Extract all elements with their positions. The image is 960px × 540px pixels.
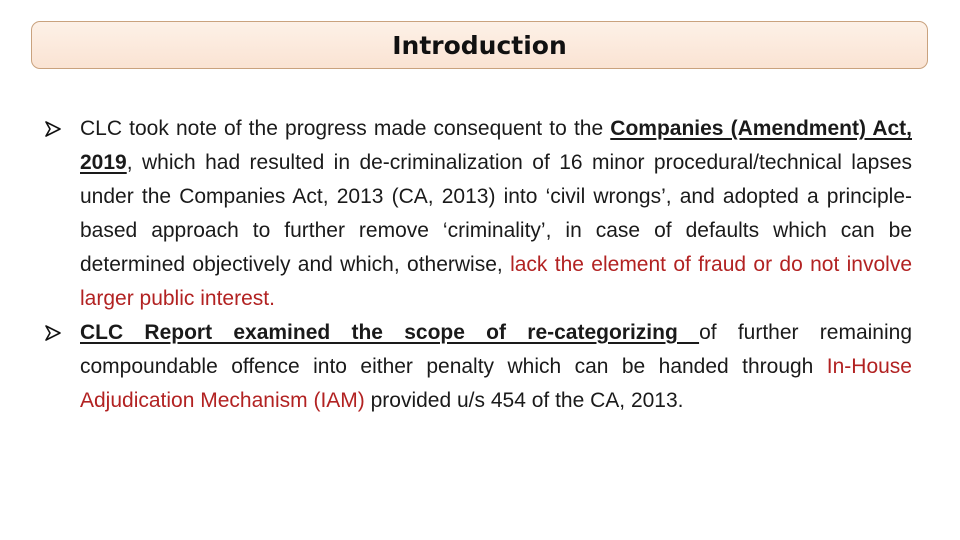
bullet-1-text-b: , which had resulted in de-criminalization of 16 minor procedural/technical lapses under the Companies Act, 2013 (CA, 2013) into ‘civil wrongs’, and adopted a principle-based approach to further remove ‘criminality’, in case of defaults which can be determined objectively and which, otherwise, bbox=[80, 151, 912, 276]
bullet-item-2 bbox=[44, 316, 912, 418]
arrow-bullet-icon bbox=[44, 324, 62, 342]
bullet-1-text-a: CLC took note of the progress made consequent to the bbox=[80, 117, 611, 140]
bullet-1-highlight: lack the element of fraud or do not involve larger public interest. bbox=[80, 253, 912, 310]
bullet-2-text-a: of further remaining compoundable offence into either penalty which can be handed through bbox=[80, 321, 912, 378]
bullet-item-1 bbox=[44, 112, 912, 316]
bullet-1-act-name: Companies (Amendment) Act, 2019 bbox=[80, 117, 912, 174]
bullet-2-iam-highlight: In-House Adjudication Mechanism (IAM) bbox=[80, 355, 912, 412]
slide-title: Introduction bbox=[392, 30, 567, 60]
bullet-2-text-b: provided u/s 454 of the CA, 2013. bbox=[364, 389, 684, 412]
title-banner bbox=[31, 21, 928, 69]
bullet-list bbox=[44, 112, 912, 418]
bullet-2-report-heading: CLC Report examined the scope of re-categorizing bbox=[80, 321, 700, 344]
arrow-bullet-icon bbox=[44, 120, 62, 138]
